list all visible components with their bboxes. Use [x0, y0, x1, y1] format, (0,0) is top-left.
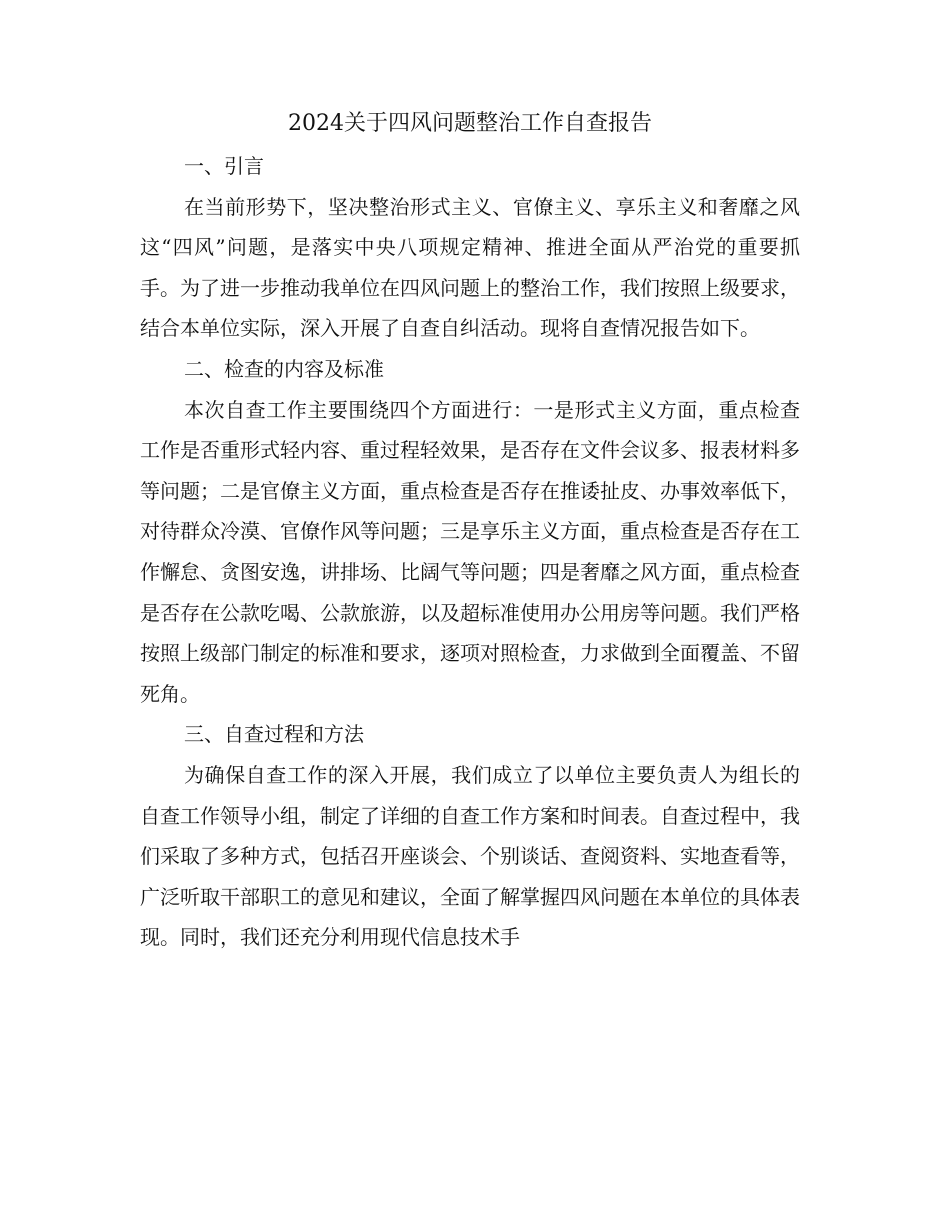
section-paragraph-process-methods: 为确保自查工作的深入开展，我们成立了以单位主要负责人为组长的自查工作领导小组，制定了详细的自查工作方案和时间表。自查过程中，我们采取了多种方式，包括召开座谈会、个别谈话、查阅资料、实地查看等，广泛听取干部职工的意见和建议，全面了解掌握四风问题在本单位的具体表现。同时，我们还充分利用现代信息技术手 — [140, 762, 800, 950]
section-heading-introduction: 一、引言 — [184, 154, 264, 178]
section-paragraph-inspection-content: 本次自查工作主要围绕四个方面进行：一是形式主义方面，重点检查工作是否重形式轻内容、重过程轻效果，是否存在文件会议多、报表材料多等问题；二是官僚主义方面，重点检查是否存在推诿扯皮、办事效率低下，对待群众冷漠、官僚作风等问题；三是享乐主义方面，重点检查是否存在工作懈怠、贪图安逸，讲排场、比阔气等问题；四是奢靡之风方面，重点检查是否存在公款吃喝、公款旅游，以及超标准使用办公用房等问题。我们严格按照上级部门制定的标准和要求，逐项对照检查，力求做到全面覆盖、不留死角。 — [140, 397, 800, 706]
document-page — [140, 102, 800, 958]
section-heading-process-methods: 三、自查过程和方法 — [184, 722, 364, 747]
section-paragraph-introduction: 在当前形势下，坚决整治形式主义、官僚主义、享乐主义和奢靡之风这“四风”问题，是落实中央八项规定精神、推进全面从严治党的重要抓手。为了进一步推动我单位在四风问题上的整治工作，我们按照上级要求，结合本单位实际，深入开展了自查自纠活动。现将自查情况报告如下。 — [140, 194, 800, 341]
section-heading-inspection-content: 二、检查的内容及标准 — [184, 356, 384, 381]
document-title: 2024关于四风问题整治工作自查报告 — [288, 111, 652, 136]
